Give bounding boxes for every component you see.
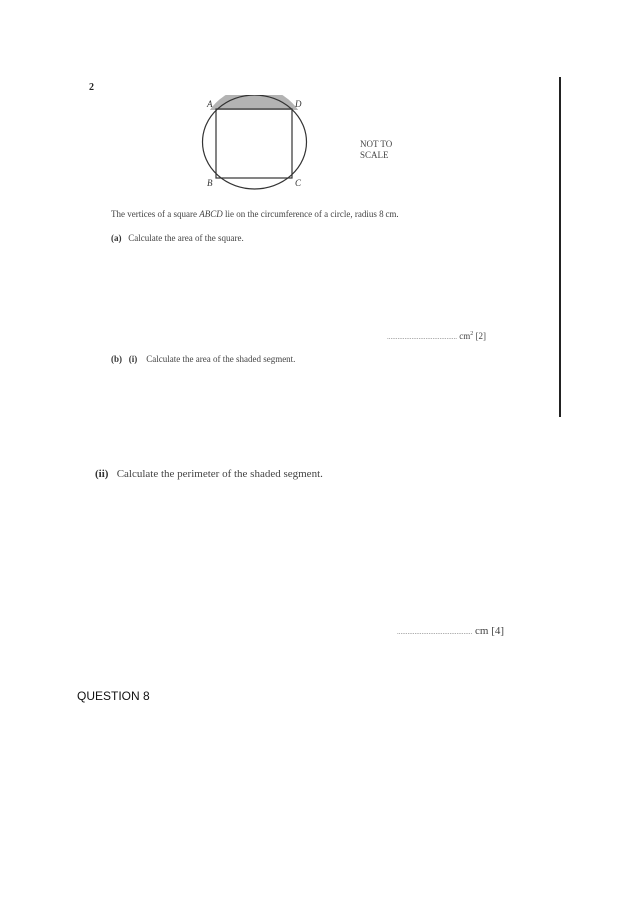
part-b-i-text: Calculate the area of the shaded segment. — [146, 354, 296, 364]
stem-pre: The vertices of a square — [111, 209, 200, 219]
vertex-label-b: B — [207, 178, 213, 188]
part-a-label: (a) — [111, 233, 122, 243]
part-a — [111, 233, 244, 243]
part-a-text: Calculate the area of the square. — [128, 233, 244, 243]
part-b-ii-text: Calculate the perimeter of the shaded segment. — [116, 468, 323, 480]
circle-square-diagram — [195, 95, 320, 190]
square-abcd — [216, 109, 292, 178]
part-b-i — [111, 354, 295, 364]
stem-square-name: ABCD — [199, 209, 223, 219]
part-a-answer-line — [387, 331, 486, 341]
part-b-ii — [95, 468, 323, 480]
question-8-heading: QUESTION 8 — [77, 689, 150, 703]
part-b-ii-label: (ii) — [95, 468, 109, 480]
part-b-ii-answer-line — [397, 625, 504, 637]
answer-unit: cm — [475, 625, 489, 637]
stem-post: lie on the circumference of a circle, radius 8 cm. — [222, 209, 399, 219]
marks: [2] — [475, 331, 486, 341]
question-stem — [111, 209, 399, 219]
answer-unit-sup: 2 — [470, 331, 474, 337]
vertex-label-c: C — [295, 178, 302, 188]
answer-dots: ........................................... — [397, 628, 473, 636]
question-number: 2 — [89, 82, 94, 93]
marks: [4] — [491, 625, 505, 637]
answer-dots: ........................................ — [387, 333, 457, 341]
note-line-1: NOT TO — [360, 139, 393, 149]
not-to-scale-note — [360, 139, 392, 161]
vertex-label-a: A — [207, 99, 213, 109]
part-b-i-label: (i) — [128, 354, 138, 364]
answer-unit: cm — [459, 331, 471, 341]
vertex-label-d: D — [295, 99, 302, 109]
margin-rule — [559, 77, 561, 417]
part-b-label: (b) — [111, 354, 122, 364]
note-line-2: SCALE — [360, 150, 389, 160]
